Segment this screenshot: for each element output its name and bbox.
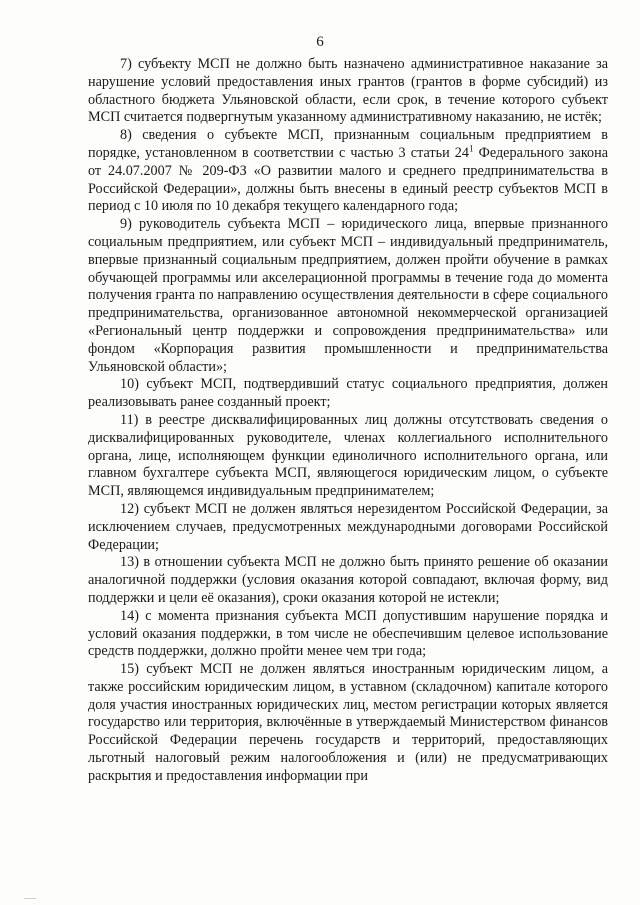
- paragraph-item-8-text-start: 8) сведения о субъекте МСП, признанным социальным предприятием в порядке, установленном в соответствии с частью 3 статьи 24: [88, 127, 608, 161]
- paragraph-item-12: 12) субъект МСП не должен являться нерезидентом Российской Федерации, за исключением случаев, предусмотренных международными договорами Российской Федерации;: [88, 500, 608, 553]
- paragraph-item-9: 9) руководитель субъекта МСП – юридического лица, впервые признанного социальным предприятием, или субъект МСП – индивидуальный предприниматель, впервые признанный социальным предприятием, должен пройти обучение в рамках обучающей программы или акселерационной программы в течение года до момента получения гранта по направлению осуществления деятельности в сфере социального предпринимательства, организованное автономной некоммерческой организацией «Региональный центр поддержки и сопровождения предпринимательства» или фондом «Корпорация развития промышленности и предпринимательства Ульяновской области»;: [88, 216, 608, 375]
- paragraph-item-15: 15) субъект МСП не должен являться иностранным юридическим лицом, а также российским юридическим лицом, в уставном (складочном) капитале которого доля участия иностранных юридических лиц, местом регистрации которых является государство или территория, включённые в утверждаемый Министерством финансов Российской Федерации перечень государств и территорий, предоставляющих льготный налоговый режим налогообложения и (или) не предусматривающих раскрытия и предоставления информации при: [88, 661, 608, 784]
- paragraph-item-8: [88, 127, 608, 216]
- article-superscript: 1: [469, 143, 474, 154]
- paragraph-item-14: 14) с момента признания субъекта МСП допустившим нарушение порядка и условий оказания поддержки, в том числе не обеспечившим целевое использование средств поддержки, должно пройти менее чем три года;: [88, 607, 608, 660]
- paragraph-item-13: 13) в отношении субъекта МСП не должно быть принято решение об оказании аналогичной поддержки (условия оказания которой совпадают, включая форму, вид поддержки и цели её оказания), сроки оказания которой не истекли;: [88, 554, 608, 606]
- paragraph-item-10: 10) субъект МСП, подтвердивший статус социального предприятия, должен реализовывать ранее созданный проект;: [88, 376, 608, 411]
- scan-artifact: [24, 898, 36, 899]
- paragraph-item-11: 11) в реестре дисквалифицированных лиц должны отсутствовать сведения о дисквалифицированных руководителе, членах коллегиального исполнительного органа, лице, исполняющем функции единоличного исполнительного органа, или главном бухгалтере субъекта МСП, являющегося юридическим лицом, о субъекте МСП, являющемся индивидуальным предпринимателем;: [88, 411, 608, 500]
- document-body: [88, 56, 608, 786]
- paragraph-item-7: 7) субъекту МСП не должно быть назначено административное наказание за нарушение условий предоставления иных грантов (грантов в форме субсидий) из областного бюджета Ульяновской области, если срок, в течение которого субъект МСП считается подвергнутым указанному административному наказанию, не истёк;: [88, 56, 608, 126]
- paragraph-item-8-text-end: Федерального закона от 24.07.2007 № 209-ФЗ «О развитии малого и среднего предпринимательства в Российской Федерации», должны быть внесены в единый реестр субъектов МСП в период с 10 июля по 10 декабря текущего календарного года;: [88, 144, 608, 215]
- page-number: 6: [316, 34, 324, 50]
